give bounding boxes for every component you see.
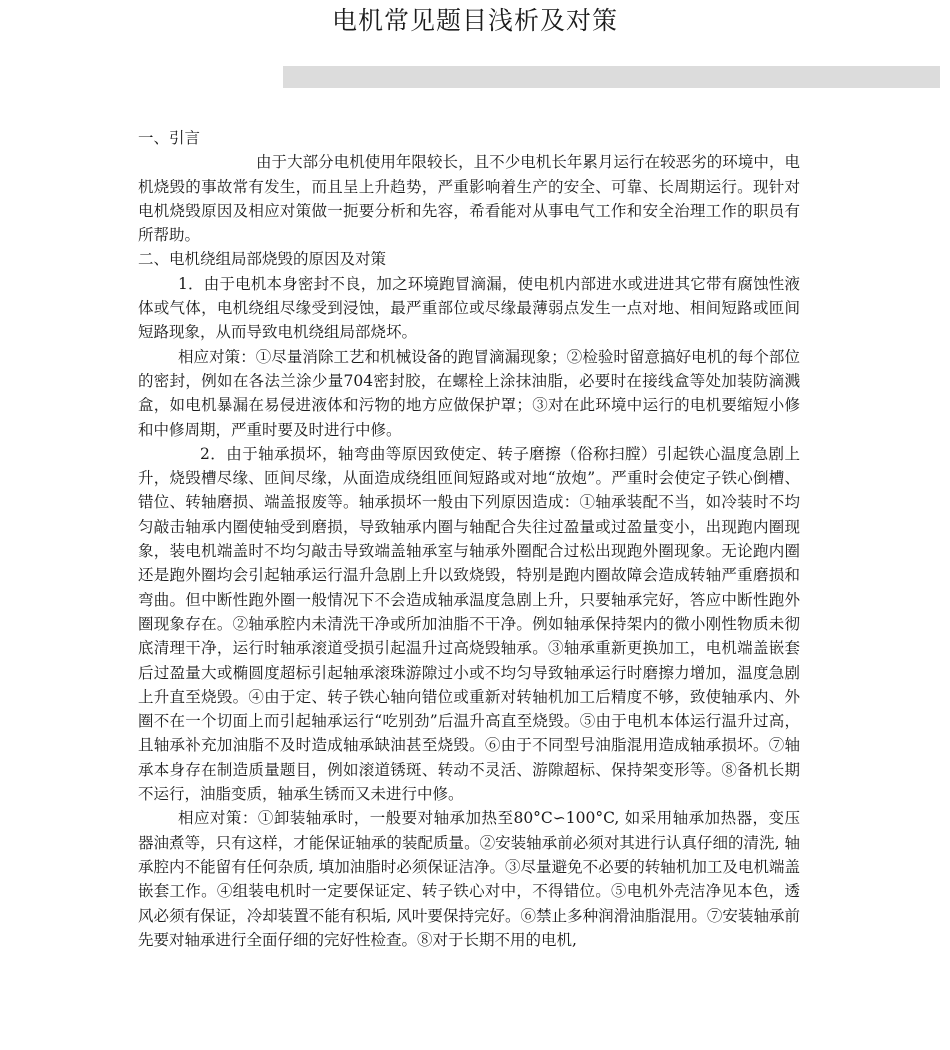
paragraph-countermeasure-2: 相应对策：①卸装轴承时，一般要对轴承加热至80°C∽100°C, 如采用轴承加热器，变压器油煮等，只有这样，才能保证轴承的装配质量。②安装轴承前必须对其进行认真仔细的清洗, 轴承腔内不能留有任何杂质, 填加油脂时必须保证洁净。③尽量避免不必要的转轴机加工及电机端盖嵌套工作。④组装电机时一定要保证定、转子铁心对中，不得错位。⑤电机外壳洁净见本色，透风必须有保证，冷却装置不能有积垢, 风叶要保持完好。⑥禁止多种润滑油脂混用。⑦安装轴承前先要对轴承进行全面仔细的完好性检查。⑧对于长期不用的电机,: [138, 809, 800, 949]
paragraph-countermeasure-1: 相应对策：①尽量消除工艺和机械设备的跑冒滴漏现象；②检验时留意搞好电机的每个部位的密封，例如在各法兰涂少量704密封胶，在螺栓上涂抹油脂，必要时在接线盒等处加装防滴溅盒，如电机暴漏在易侵进液体和污物的地方应做保护罩；③对在此环境中运行的电机要缩短小修和中修周期，严重时要及时进行中修。: [138, 347, 800, 439]
paragraph-intro: 由于大部分电机使用年限较长，且不少电机长年累月运行在较恶劣的环境中，电机烧毁的事故常有发生，而且呈上升趋势，严重影响着生产的安全、可靠、长周期运行。现针对电机烧毁原因及相应对策做一扼要分析和先容，希看能对从事电气工作和安全治理工作的职员有所帮助。: [138, 153, 800, 245]
section-heading-intro: 一、引言: [138, 129, 201, 147]
page-title: 电机常见题目浅析及对策: [331, 6, 618, 35]
section-heading-causes: 二、电机绕组局部烧毁的原因及对策: [138, 250, 387, 269]
paragraph-cause-2: 2．由于轴承损坏，轴弯曲等原因致使定、转子磨擦（俗称扫膛）引起铁心温度急剧上升，烧毁槽尽缘、匝间尽缘，从面造成绕组匝间短路或对地“放炮”。严重时会使定子铁心倒槽、错位、转轴磨损、端盖报废等。轴承损坏一般由下列原因造成：①轴承装配不当，如冷装时不均匀敲击轴承内圈使轴受到磨损，导致轴承内圈与轴配合失往过盈量或过盈量变小，出现跑内圈现象，装电机端盖时不均匀敲击导致端盖轴承室与轴承外圈配合过松出现跑外圈现象。无论跑内圈还是跑外圈均会引起轴承运行温升急剧上升以致烧毁，特别是跑内圈故障会造成转轴严重磨损和弯曲。但中断性跑外圈一般情况下不会造成轴承温度急剧上升，只要轴承完好，答应中断性跑外圈现象存在。②轴承腔内未清洗干净或所加油脂不干净。例如轴承保持架内的微小刚性物质未彻底清理干净，运行时轴承滚道受损引起温升过高烧毁轴承。③轴承重新更换加工，电机端盖嵌套后过盈量大或椭圆度超标引起轴承滚珠游隙过小或不均匀导致轴承运行时磨擦力增加，温度急剧上升直至烧毁。④由于定、转子铁心轴向错位或重新对转轴机加工后精度不够，致使轴承内、外圈不在一个切面上而引起轴承运行“吃别劲”后温升高直至烧毁。⑤由于电机本体运行温升过高，且轴承补充加油脂不及时造成轴承缺油甚至烧毁。⑥由于不同型号油脂混用造成轴承损坏。⑦轴承本身存在制造质量题目，例如滚道锈斑、转动不灵活、游隙超标、保持架变形等。⑧备机长期不运行，油脂变质，轴承生锈而又未进行中修。: [138, 444, 800, 804]
header-shading-bar: [283, 66, 940, 88]
paragraph-cause-1: 1．由于电机本身密封不良，加之环境跑冒滴漏，使电机内部进水或进进其它带有腐蚀性液体或气体，电机绕组尽缘受到浸蚀，最严重部位或尽缘最薄弱点发生一点对地、相间短路或匝间短路现象，从而导致电机绕组局部烧坏。: [138, 274, 800, 342]
document-body: [138, 126, 800, 952]
